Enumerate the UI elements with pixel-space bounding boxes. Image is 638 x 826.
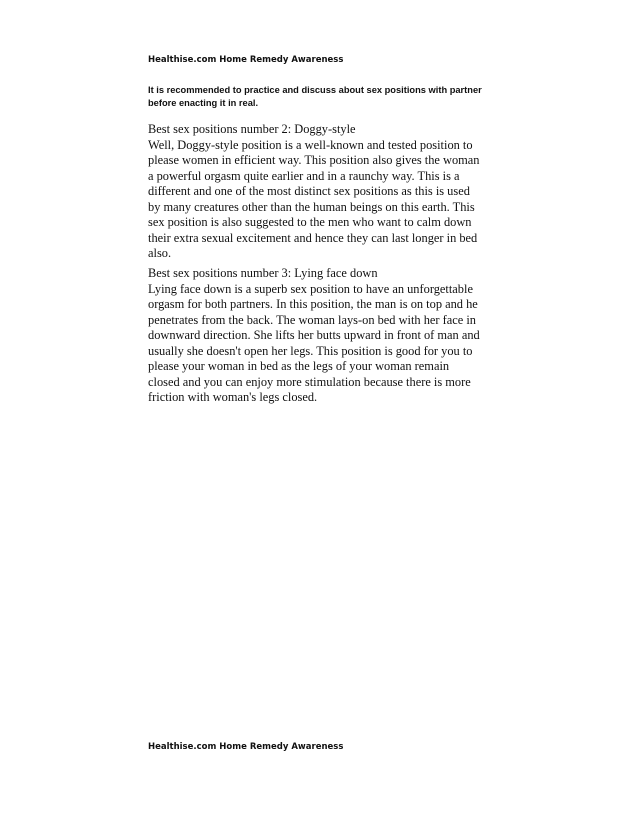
section-lying-face-down: [148, 266, 508, 406]
page-footer: Healthise.com Home Remedy Awareness: [148, 742, 344, 752]
paragraph-line: also.: [148, 246, 172, 260]
section-heading: Best sex positions number 2: Doggy-style: [148, 122, 356, 136]
paragraph-line: by many creatures other than the human beings on this earth. This: [148, 199, 475, 214]
paragraph-line: Well, Doggy-style position is a well-known and tested position to: [148, 137, 473, 152]
page-header: Healthise.com Home Remedy Awareness: [148, 55, 344, 65]
paragraph-line: different and one of the most distinct sex positions as this is used: [148, 184, 470, 198]
notice-line: It is recommended to practice and discuss about sex positions with partner: [148, 85, 482, 95]
paragraph-line: their extra sexual excitement and hence they can last longer in bed: [148, 230, 478, 245]
section-heading: Best sex positions number 3: Lying face down: [148, 266, 378, 280]
paragraph-line: friction with woman's legs closed.: [148, 390, 318, 404]
paragraph-line: penetrates from the back. The woman lays-on bed with her face in: [148, 312, 477, 327]
paragraph-line: orgasm for both partners. In this position, the man is on top and he: [148, 297, 478, 311]
notice-line: before enacting it in real.: [148, 98, 259, 108]
paragraph-line: closed and you can enjoy more stimulation because there is more: [148, 374, 471, 389]
section-doggy-style: [148, 122, 508, 262]
paragraph-line: please your woman in bed as the legs of your woman remain: [148, 359, 450, 373]
paragraph-line: sex position is also suggested to the men who want to calm down: [148, 215, 472, 229]
paragraph-line: usually she doesn't open her legs. This position is good for you to: [148, 343, 473, 358]
paragraph-line: Lying face down is a superb sex position to have an unforgettable: [148, 281, 473, 296]
paragraph-line: downward direction. She lifts her butts upward in front of man and: [148, 328, 480, 342]
paragraph-line: please women in efficient way. This position also gives the woman: [148, 153, 480, 167]
notice-paragraph: [148, 84, 508, 110]
paragraph-line: a powerful orgasm quite earlier and in a raunchy way. This is a: [148, 168, 460, 183]
